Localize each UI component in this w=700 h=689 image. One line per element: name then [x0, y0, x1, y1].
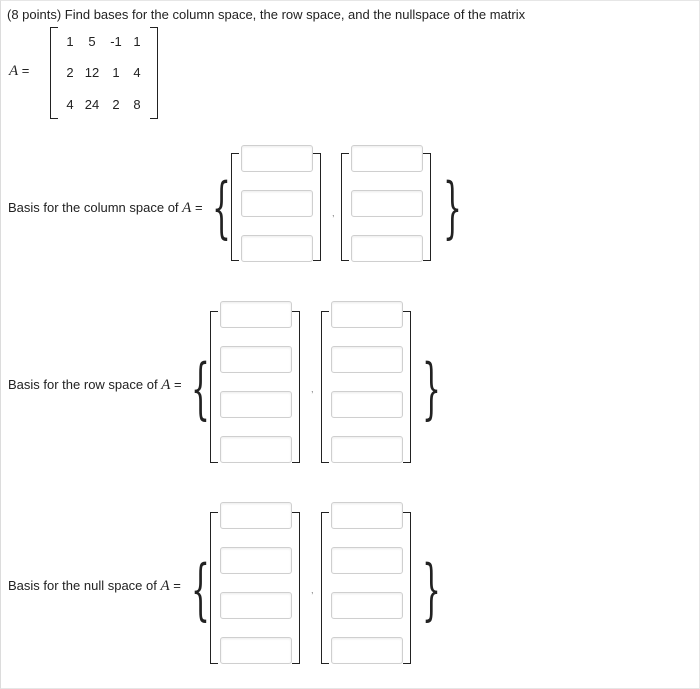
null-space-label [8, 578, 181, 595]
matrix-cell: 2 [112, 97, 120, 112]
row-vec2-entry-3[interactable] [331, 391, 403, 418]
matrix-cell: 1 [66, 34, 74, 49]
column-vec2-entry-3[interactable] [351, 235, 423, 262]
null-vec2-left-bracket [321, 512, 329, 664]
row-space-label-text: Basis for the row space of [8, 377, 158, 392]
row-vec1-left-bracket [210, 311, 218, 463]
null-vec1-right-bracket [292, 512, 300, 664]
matrix-symbol: A [9, 63, 19, 79]
matrix-cell: 8 [133, 97, 141, 112]
null-open-brace: { [191, 551, 210, 628]
column-vec1-entry-1[interactable] [241, 145, 313, 172]
row-separator: , [311, 384, 314, 394]
null-vec1-entry-4[interactable] [220, 637, 292, 664]
question-title: (8 points) Find bases for the column space, the row space, and the nullspace of the matrix [7, 7, 526, 22]
null-close-brace: } [422, 551, 441, 628]
row-open-brace: { [191, 350, 210, 427]
matrix-cell: 24 [84, 97, 100, 112]
matrix-cell: 4 [133, 65, 141, 80]
column-vec1-right-bracket [313, 153, 321, 261]
matrix-right-bracket [150, 27, 158, 119]
matrix-cell: 1 [112, 65, 120, 80]
column-vec2-entry-2[interactable] [351, 190, 423, 217]
row-space-label [8, 377, 182, 394]
null-vec2-entry-2[interactable] [331, 547, 403, 574]
null-vec1-left-bracket [210, 512, 218, 664]
matrix-cell: 12 [84, 65, 100, 80]
matrix-cell: 4 [66, 97, 74, 112]
null-space-label-text: Basis for the null space of [8, 578, 157, 593]
matrix-left-bracket [50, 27, 58, 119]
null-separator: , [311, 585, 314, 595]
row-space-symbol: A [161, 377, 171, 393]
null-vec1-entry-3[interactable] [220, 592, 292, 619]
row-space-equals: = [174, 377, 182, 392]
column-space-symbol: A [182, 200, 192, 216]
column-space-equals: = [194, 200, 203, 215]
row-vec1-right-bracket [292, 311, 300, 463]
row-vec1-entry-4[interactable] [220, 436, 292, 463]
row-vec2-entry-1[interactable] [331, 301, 403, 328]
column-open-brace: { [212, 169, 231, 246]
null-space-symbol: A [160, 578, 170, 594]
column-space-label-text: Basis for the column space of [8, 200, 179, 215]
matrix-cell: 2 [66, 65, 74, 80]
row-vec2-entry-4[interactable] [331, 436, 403, 463]
row-vec1-entry-1[interactable] [220, 301, 292, 328]
column-separator: , [332, 208, 335, 218]
column-vec2-left-bracket [341, 153, 349, 261]
row-vec2-left-bracket [321, 311, 329, 463]
null-vec1-entry-2[interactable] [220, 547, 292, 574]
column-vec2-entry-1[interactable] [351, 145, 423, 172]
row-close-brace: } [422, 350, 441, 427]
row-vec1-entry-2[interactable] [220, 346, 292, 373]
null-vec1-entry-1[interactable] [220, 502, 292, 529]
null-vec2-entry-1[interactable] [331, 502, 403, 529]
row-vec2-entry-2[interactable] [331, 346, 403, 373]
column-close-brace: } [443, 169, 462, 246]
null-vec2-entry-3[interactable] [331, 592, 403, 619]
null-vec2-right-bracket [403, 512, 411, 664]
column-space-label [8, 200, 203, 217]
row-vec1-entry-3[interactable] [220, 391, 292, 418]
matrix-cell: 5 [88, 34, 96, 49]
column-vec1-left-bracket [231, 153, 239, 261]
null-vec2-entry-4[interactable] [331, 637, 403, 664]
matrix-equals: = [21, 63, 30, 78]
matrix-label [9, 63, 29, 80]
column-vec1-entry-3[interactable] [241, 235, 313, 262]
matrix-cell: 1 [133, 34, 141, 49]
column-vec2-right-bracket [423, 153, 431, 261]
column-vec1-entry-2[interactable] [241, 190, 313, 217]
matrix-cell: -1 [110, 34, 122, 49]
row-vec2-right-bracket [403, 311, 411, 463]
null-space-equals: = [173, 578, 181, 593]
